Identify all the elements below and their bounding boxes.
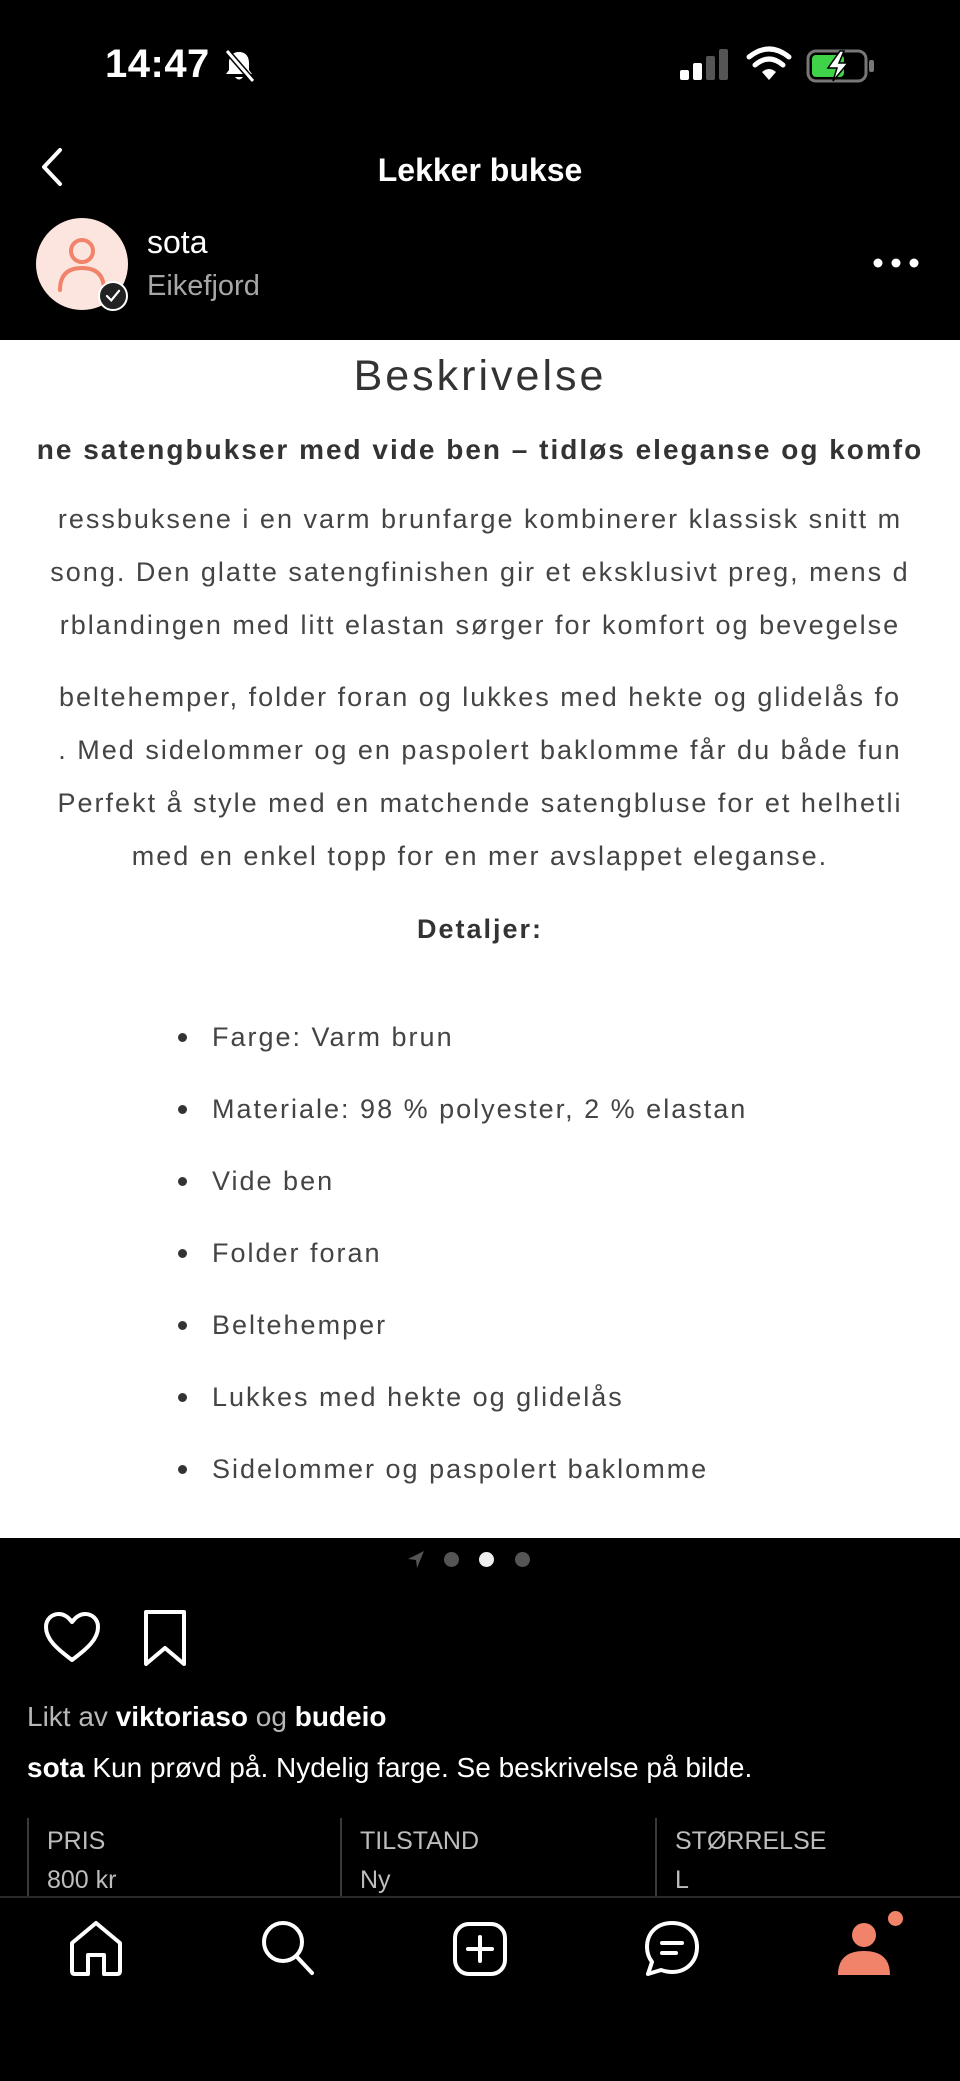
description-line: song. Den glatte satengfinishen gir et eksklusivt preg, mens d bbox=[50, 557, 910, 587]
description-line: beltehemper, folder foran og lukkes med hekte og glidelås fo bbox=[59, 682, 901, 712]
more-options-icon[interactable] bbox=[870, 248, 922, 278]
person-icon bbox=[56, 234, 108, 294]
info-separator bbox=[340, 1818, 342, 1898]
home-icon[interactable] bbox=[66, 1917, 126, 1979]
info-value: L bbox=[675, 1866, 689, 1894]
carousel-dot[interactable] bbox=[444, 1552, 459, 1567]
info-size bbox=[655, 1818, 955, 1898]
description-line: . Med sidelommer og en paspolert baklomme får du både fun bbox=[58, 735, 902, 765]
info-value: Ny bbox=[360, 1866, 391, 1894]
details-item: Materiale: 98 % polyester, 2 % elastan bbox=[178, 1092, 747, 1164]
profile-icon[interactable] bbox=[834, 1917, 894, 1979]
cellular-signal-icon bbox=[680, 48, 730, 82]
status-time: 14:47 bbox=[105, 42, 210, 86]
add-listing-icon[interactable] bbox=[450, 1917, 510, 1979]
wifi-icon bbox=[746, 46, 792, 82]
description-subtitle: ne satengbukser med vide ben – tidløs eleganse og komfo bbox=[36, 434, 924, 465]
liked-by-user[interactable]: viktoriaso bbox=[115, 1701, 248, 1732]
details-item: Vide ben bbox=[178, 1164, 747, 1236]
description-line: Perfekt å style med en matchende satengbluse for et helhetli bbox=[57, 788, 903, 818]
details-item: Folder foran bbox=[178, 1236, 747, 1308]
info-label: PRIS bbox=[47, 1827, 106, 1855]
caption-text: Kun prøvd på. Nydelig farge. Se beskrivelse på bilde. bbox=[92, 1752, 753, 1783]
page-title: Lekker bukse bbox=[377, 152, 583, 188]
liked-by-prefix: Likt av bbox=[27, 1701, 108, 1732]
messages-icon[interactable] bbox=[642, 1917, 702, 1979]
carousel-dot[interactable] bbox=[515, 1552, 530, 1567]
description-title: Beskrivelse bbox=[353, 352, 607, 400]
details-heading: Detaljer: bbox=[416, 914, 544, 944]
search-icon[interactable] bbox=[258, 1917, 318, 1979]
info-price bbox=[27, 1818, 337, 1898]
bookmark-icon[interactable] bbox=[140, 1608, 190, 1668]
liked-by-joiner: og bbox=[255, 1701, 287, 1732]
seller-name[interactable]: sota bbox=[147, 224, 208, 260]
info-separator bbox=[27, 1818, 29, 1898]
details-item: Farge: Varm brun bbox=[178, 1020, 747, 1092]
battery-charging-icon bbox=[806, 48, 876, 84]
verified-check-icon bbox=[98, 281, 128, 311]
status-bar bbox=[0, 0, 960, 130]
notification-dot bbox=[888, 1911, 903, 1926]
info-separator bbox=[655, 1818, 657, 1898]
description-line: rblandingen med litt elastan sørger for komfort og bevegelse bbox=[59, 610, 901, 640]
location-arrow-icon bbox=[406, 1547, 426, 1571]
caption-username[interactable]: sota bbox=[27, 1752, 85, 1783]
carousel-dot-active[interactable] bbox=[479, 1552, 494, 1567]
carousel-indicator[interactable] bbox=[406, 1547, 556, 1571]
liked-by-user[interactable]: budeio bbox=[294, 1701, 387, 1732]
bottom-nav-divider bbox=[0, 1896, 960, 1898]
seller-location: Eikefjord bbox=[147, 270, 260, 302]
description-line: ressbuksene i en varm brunfarge kombinerer klassisk snitt m bbox=[57, 504, 903, 534]
details-item: Lukkes med hekte og glidelås bbox=[178, 1380, 747, 1452]
details-item: Sidelommer og paspolert baklomme bbox=[178, 1452, 747, 1524]
info-condition bbox=[340, 1818, 650, 1898]
bell-muted-icon bbox=[222, 48, 256, 84]
info-label: STØRRELSE bbox=[675, 1827, 827, 1855]
like-heart-icon[interactable] bbox=[42, 1610, 102, 1666]
info-label: TILSTAND bbox=[360, 1827, 479, 1855]
description-line: med en enkel topp for en mer avslappet eleganse. bbox=[131, 841, 829, 871]
listing-image[interactable] bbox=[0, 340, 960, 1538]
details-list bbox=[178, 1020, 747, 1524]
liked-by-text bbox=[27, 1701, 386, 1733]
info-value: 800 kr bbox=[47, 1866, 117, 1894]
details-item: Beltehemper bbox=[178, 1308, 747, 1380]
post-caption bbox=[27, 1752, 752, 1784]
